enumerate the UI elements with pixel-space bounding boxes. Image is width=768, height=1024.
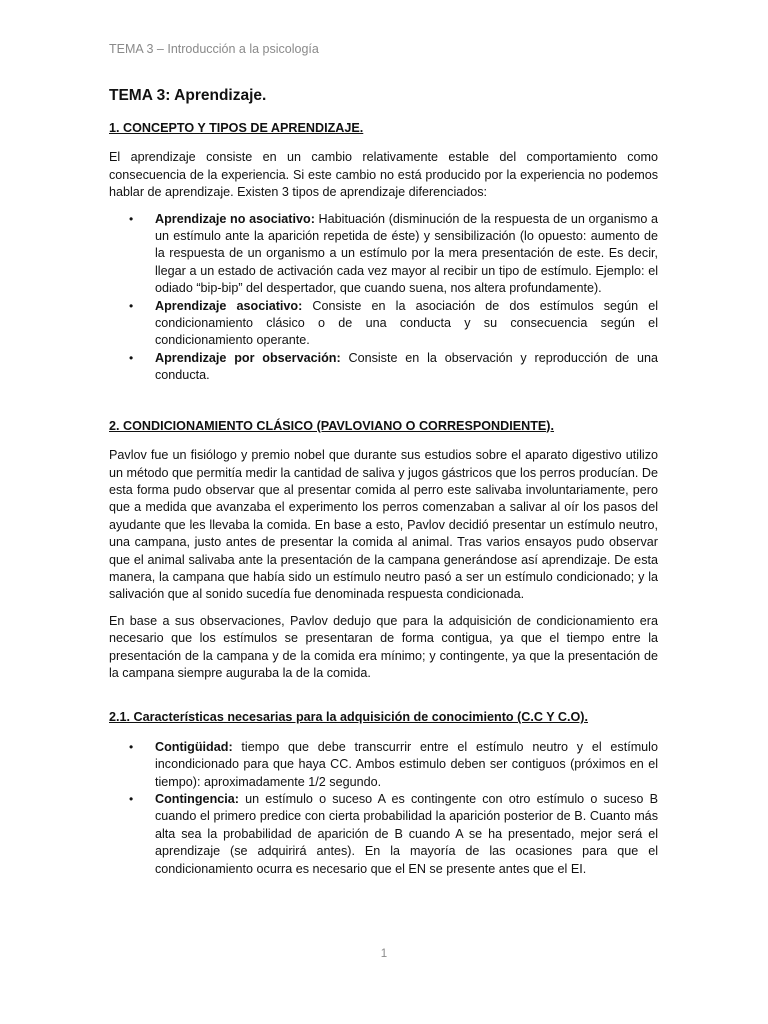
- bullet-icon: •: [129, 298, 134, 313]
- section-2-paragraph-1: Pavlov fue un fisiólogo y premio nobel que durante sus estudios sobre el aparato digestivo utilizo un método que permitía medir la cantidad de saliva y jugos gástricos que los perros producían. De esta forma pudo observar que al presentar comida al perro este salivaba involuntariamente, pero que a medida que avanzaba el experimento los perros comenzaban a salivar al oír los pasos del ayudante que les llevaba la comida. En base a esto, Pavlov decidió presentar un estímulo neutro, una campana, justo antes de presentar la comida al animal. Tras varios ensayos pudo observar que el animal salivaba ante la presentación de la campana generándose así aprendizaje. De esta manera, la campana que había sido un estímulo neutro pasó a ser un estímulo condicionado; y la salivación que al sonido sucedía fue denominada respuesta condicionada.: [109, 448, 658, 602]
- section-1-heading: 1. CONCEPTO Y TIPOS DE APRENDIZAJE.: [109, 121, 364, 135]
- learning-types-list: [109, 211, 658, 385]
- page-title: TEMA 3: Aprendizaje.: [109, 87, 267, 104]
- list-item: [109, 298, 658, 350]
- list-item-text: Consiste en la asociación de dos estímulos según el condicionamiento clásico o de una conducta y su consecuencia según el condicionamiento operante.: [155, 298, 658, 348]
- list-item: [109, 739, 658, 791]
- list-item: [109, 350, 658, 385]
- list-item-term: Contingencia:: [155, 792, 239, 806]
- list-item-term: Aprendizaje por observación:: [155, 350, 341, 365]
- spacer: [109, 394, 658, 418]
- list-item: [109, 791, 658, 878]
- list-item-text: tiempo que debe transcurrir entre el estímulo neutro y el estímulo incondicionado para que haya CC. Ambos estimulo deben ser contiguos (próximos en el tiempo): aproximadamente 1/2 segundo.: [155, 739, 658, 789]
- running-header: TEMA 3 – Introducción a la psicología: [109, 42, 319, 56]
- bullet-icon: •: [129, 792, 134, 806]
- list-item: [109, 211, 658, 298]
- page-number: 1: [380, 948, 388, 960]
- list-item-term: Contigüidad:: [155, 739, 233, 754]
- spacer: [109, 691, 658, 709]
- section-1-intro: El aprendizaje consiste en un cambio relativamente estable del comportamiento como consecuencia de la experiencia. Si este cambio no está producido por la experiencia no podemos hablar de aprendizaje. Existen 3 tipos de aprendizaje diferenciados:: [109, 150, 658, 200]
- list-item-text: Habituación (disminución de la respuesta de un organismo a un estímulo ante la aparición repetida de éste) y sensibilización (lo opuesto: aumento de la respuesta de un organismo a un estímulo por la mera presentación de este. Es decir, llegar a un estado de activación cada vez mayor al recibir un tipo de estímulo. Ejemplo: el odiado “bip-bip” del despertador, que cuando suena, nos altera profundamente).: [155, 211, 658, 296]
- section-2-heading: 2. CONDICIONAMIENTO CLÁSICO (PAVLOVIANO O CORRESPONDIENTE).: [109, 418, 555, 433]
- list-item-term: Aprendizaje asociativo:: [155, 298, 303, 313]
- section-2-1-heading: 2.1. Características necesarias para la adquisición de conocimiento (C.C Y C.O).: [109, 710, 588, 725]
- list-item-term: Aprendizaje no asociativo:: [155, 211, 315, 226]
- document-body: [109, 86, 658, 887]
- bullet-icon: •: [129, 211, 134, 226]
- section-2-paragraph-2: En base a sus observaciones, Pavlov dedujo que para la adquisición de condicionamiento era necesario que los estímulos se presentaran de forma contigua, ya que el tiempo entre la presentación de la campana y de la comida era mínimo; y contingente, ya que la presentación de la campana siempre auguraba la de la comida.: [109, 613, 658, 680]
- list-item-text: Consiste en la observación y reproducción de una conducta.: [155, 350, 658, 383]
- characteristics-list: [109, 739, 658, 878]
- bullet-icon: •: [129, 739, 134, 754]
- list-item-text: un estímulo o suceso A es contingente con otro estímulo o suceso B cuando el primero predice con cierta probabilidad la aparición posterior de B. Cuanto más alta sea la probabilidad de aparición de B cuando A se ha presentado, mejor será el aprendizaje (se adquirirá antes). En la mayoría de las ocasiones para que el condicionamiento ocurra es necesario que el EN se presente antes que el EI.: [155, 792, 658, 876]
- bullet-icon: •: [129, 350, 134, 365]
